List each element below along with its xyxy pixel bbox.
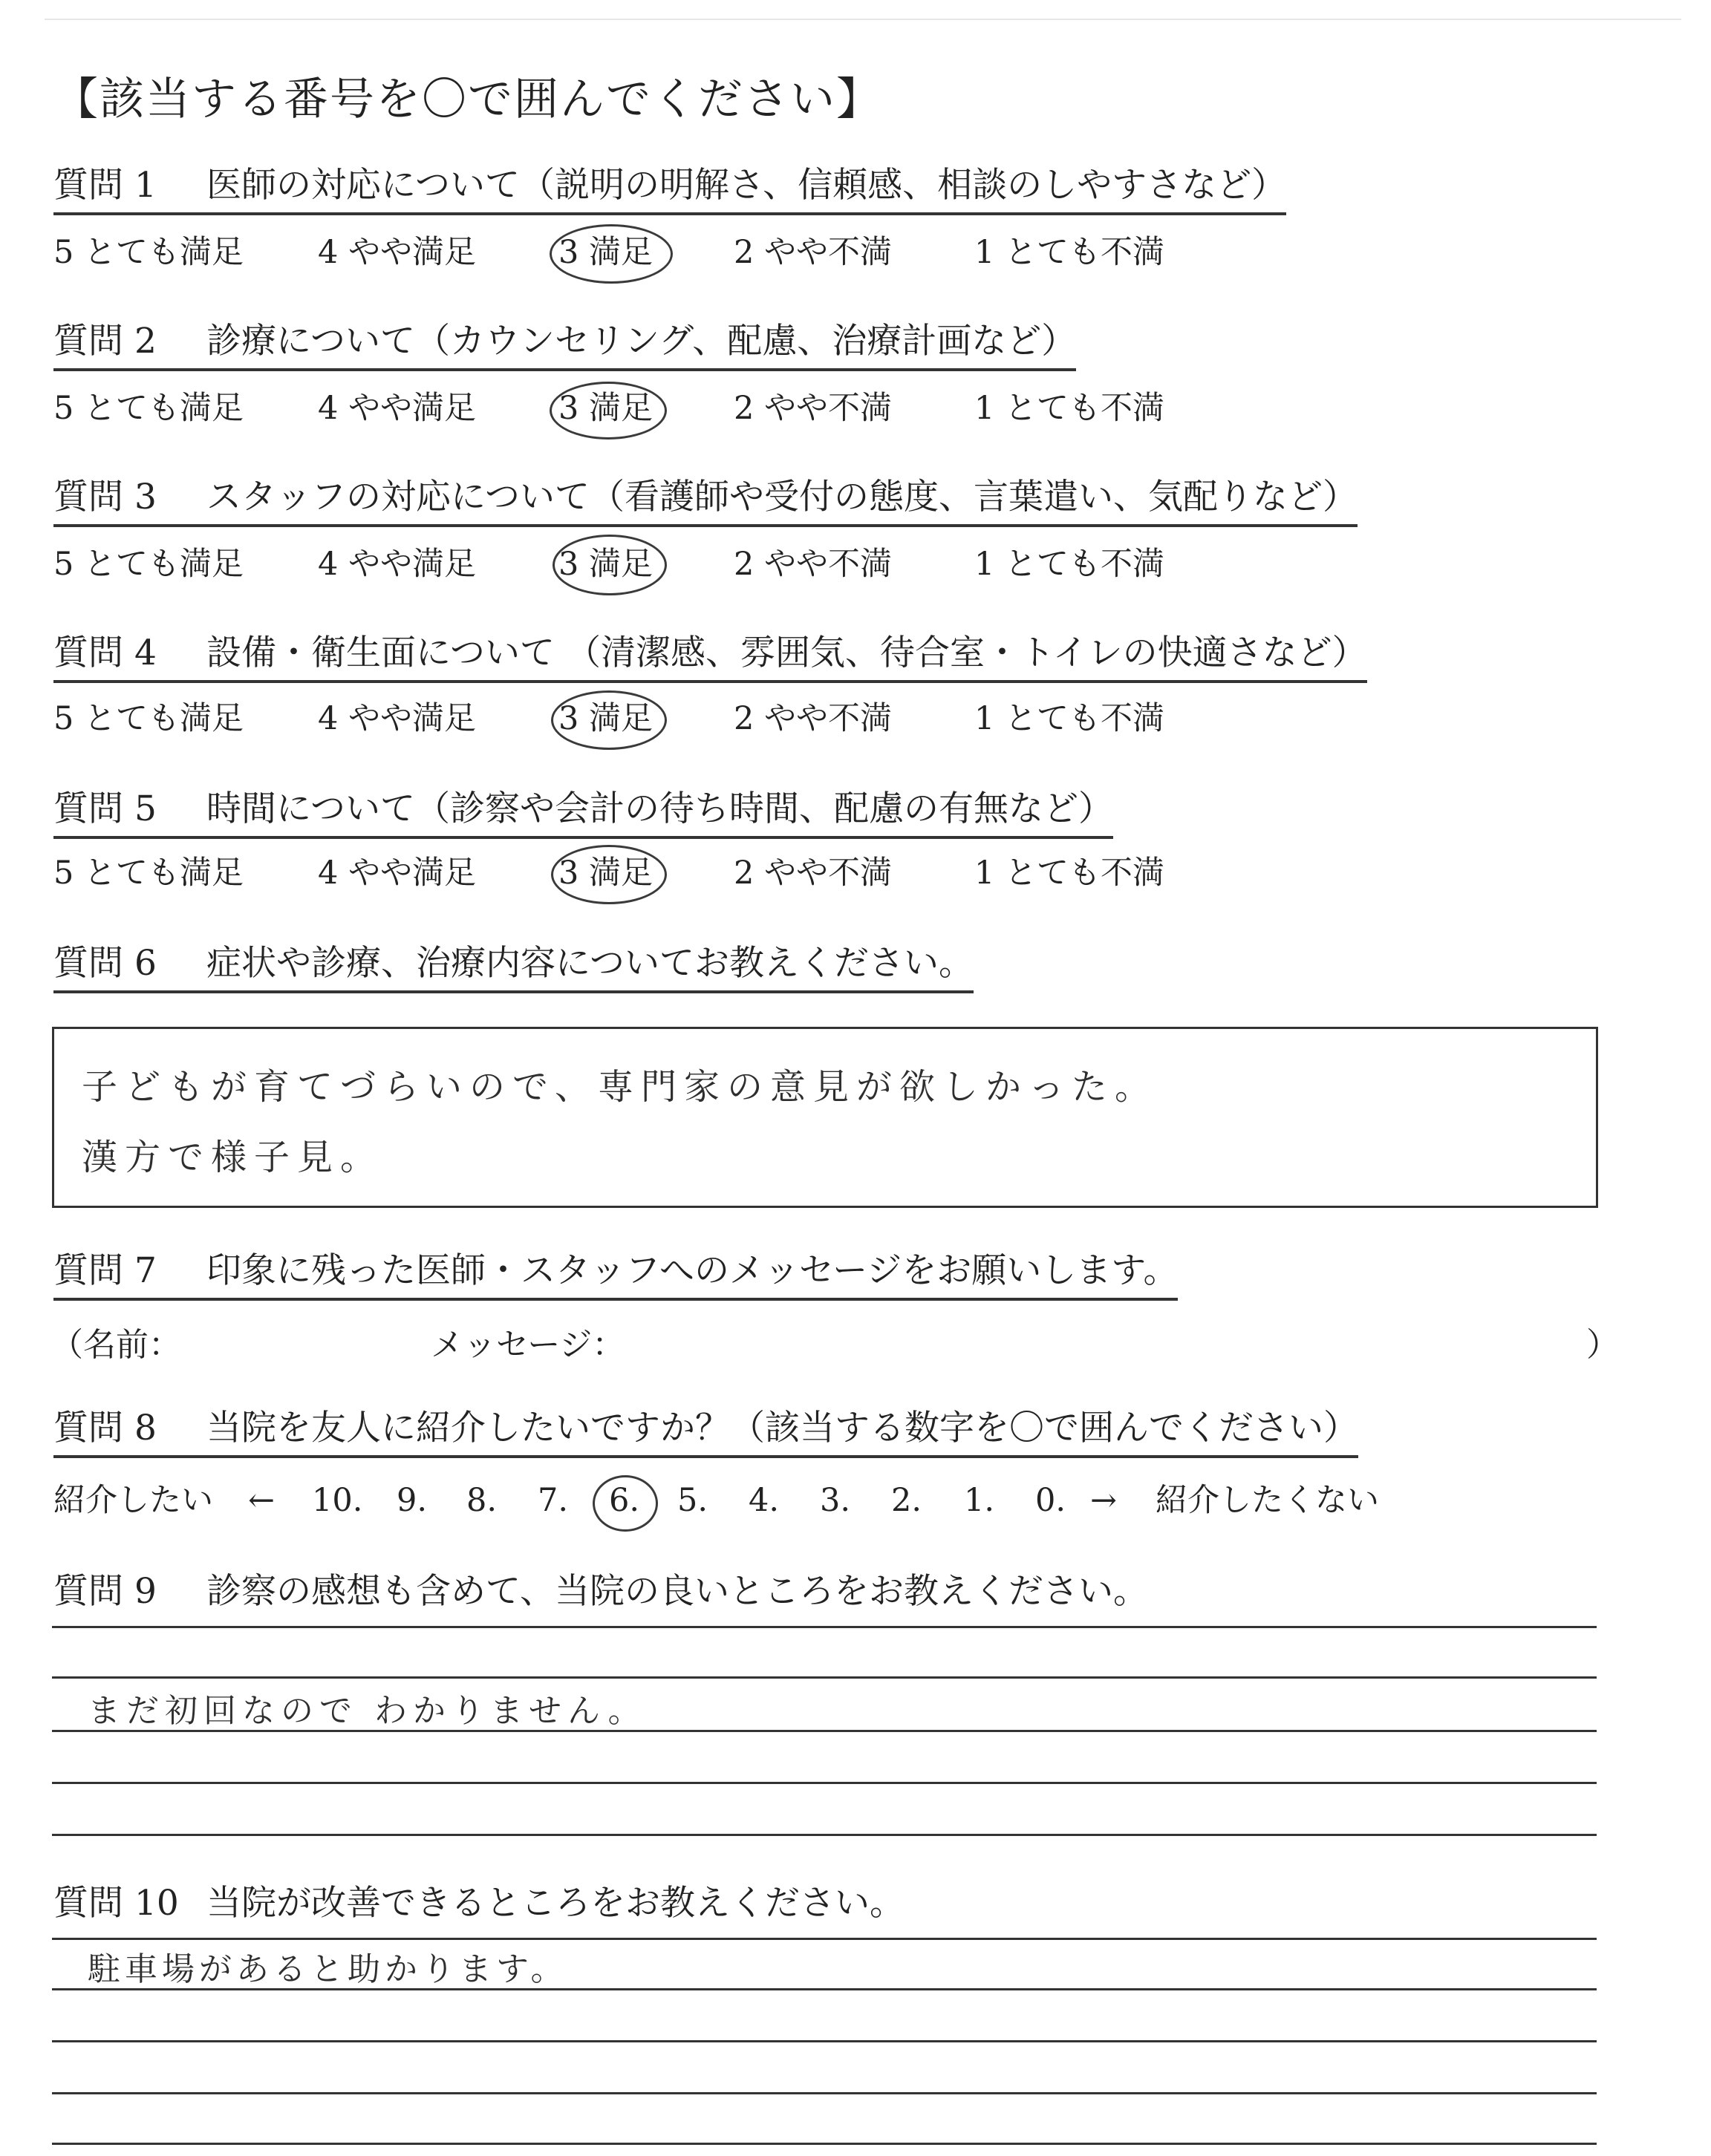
scale-option-2[interactable]: 2.	[891, 1482, 922, 1519]
option-3[interactable]: 3 満足	[558, 700, 654, 737]
scale-left-label: 紹介したい	[53, 1482, 213, 1519]
option-4[interactable]: 4 やや満足	[318, 855, 477, 892]
handwritten-answer-line-1: 子どもが育てづらいので、専門家の意見が欲しかった。	[82, 1066, 1158, 1108]
question-2-title	[53, 318, 1076, 371]
answer-line	[52, 1730, 1597, 1732]
scale-option-8[interactable]: 8.	[466, 1482, 498, 1519]
scale-option-0[interactable]: 0.	[1035, 1482, 1066, 1519]
left-arrow-icon: ←	[248, 1482, 276, 1519]
option-4[interactable]: 4 やや満足	[318, 234, 477, 271]
option-1[interactable]: 1 とても不満	[974, 700, 1165, 737]
question-number: 質問 5	[53, 788, 157, 829]
question-text: 設備・衛生面について （清潔感、雰囲気、待合室・トイレの快適さなど）	[206, 633, 1367, 673]
question-10-title	[53, 1880, 905, 1930]
option-3[interactable]: 3 満足	[558, 390, 654, 427]
option-4[interactable]: 4 やや満足	[318, 390, 477, 427]
answer-line	[52, 1938, 1597, 1940]
option-3[interactable]: 3 満足	[558, 234, 654, 271]
question-text: 診察の感想も含めて、当院の良いところをお教えください。	[206, 1571, 1149, 1612]
selection-circle	[551, 690, 667, 750]
handwritten-answer-line-2: 漢方で様子見。	[82, 1137, 384, 1178]
question-number: 質問 8	[53, 1408, 157, 1448]
question-6-title	[53, 940, 974, 993]
scale-option-9[interactable]: 9.	[397, 1482, 428, 1519]
answer-line	[52, 2040, 1597, 2042]
option-1[interactable]: 1 とても不満	[974, 390, 1165, 427]
option-1[interactable]: 1 とても不満	[974, 546, 1165, 583]
option-2[interactable]: 2 やや不満	[734, 390, 893, 427]
answer-line	[52, 1988, 1597, 1990]
question-text: 当院を友人に紹介したいですか？（該当する数字を〇で囲んでください）	[206, 1408, 1358, 1448]
scale-option-10[interactable]: 10.	[312, 1482, 363, 1519]
question-text: 時間について（診察や会計の待ち時間、配慮の有無など）	[206, 788, 1114, 829]
option-4[interactable]: 4 やや満足	[318, 700, 477, 737]
option-1[interactable]: 1 とても不満	[974, 234, 1165, 271]
question-9-title	[53, 1568, 1148, 1618]
question-3-options	[53, 542, 1182, 587]
q7-close-paren: ）	[1586, 1326, 1619, 1364]
option-2[interactable]: 2 やや不満	[734, 546, 893, 583]
question-4-options	[53, 696, 1182, 741]
question-number: 質問 2	[53, 321, 157, 362]
option-5[interactable]: 5 とても満足	[53, 546, 244, 583]
question-number: 質問 7	[53, 1250, 157, 1291]
question-2-options	[53, 386, 1182, 431]
option-4[interactable]: 4 やや満足	[318, 546, 477, 583]
selection-circle	[551, 845, 667, 904]
scale-option-4[interactable]: 4.	[749, 1482, 780, 1519]
scale-option-6[interactable]: 6.	[609, 1482, 640, 1519]
form-header: 【該当する番号を〇で囲んでください】	[53, 74, 882, 125]
question-1-title	[53, 162, 1286, 215]
right-arrow-icon: →	[1090, 1482, 1118, 1519]
question-8-title	[53, 1405, 1358, 1458]
scale-option-3[interactable]: 3.	[820, 1482, 851, 1519]
scale-option-7[interactable]: 7.	[538, 1482, 569, 1519]
answer-line	[52, 1834, 1597, 1836]
question-text: 当院が改善できるところをお教えください。	[206, 1883, 905, 1924]
selection-circle	[553, 535, 667, 595]
scale-right-label: 紹介したくない	[1156, 1482, 1379, 1519]
question-7-title	[53, 1247, 1178, 1301]
option-5[interactable]: 5 とても満足	[53, 855, 244, 892]
question-4-title	[53, 630, 1367, 683]
answer-box-q6[interactable]	[52, 1027, 1598, 1208]
recommend-scale	[53, 1474, 1539, 1527]
question-number: 質問 6	[53, 943, 157, 984]
option-2[interactable]: 2 やや不満	[734, 234, 893, 271]
handwritten-answer-q10: 駐車場があると助かります。	[88, 1950, 568, 1988]
option-3[interactable]: 3 満足	[558, 855, 654, 892]
question-text: 診療について（カウンセリング、配慮、治療計画など）	[206, 321, 1077, 362]
question-number: 質問 10	[53, 1883, 179, 1924]
question-3-title	[53, 474, 1358, 527]
question-text: スタッフの対応について（看護師や受付の態度、言葉遣い、気配りなど）	[206, 477, 1358, 517]
question-text: 医師の対応について（説明の明解さ、信頼感、相談のしやすさなど）	[206, 165, 1287, 206]
question-number: 質問 9	[53, 1571, 157, 1612]
question-1-options	[53, 230, 1182, 275]
scale-option-5[interactable]: 5.	[677, 1482, 708, 1519]
answer-line	[52, 1626, 1597, 1628]
answer-line	[52, 1782, 1597, 1784]
question-number: 質問 4	[53, 633, 157, 673]
option-5[interactable]: 5 とても満足	[53, 390, 244, 427]
question-number: 質問 1	[53, 165, 157, 206]
handwritten-answer-q9: まだ初回なので わかりません。	[88, 1692, 647, 1730]
answer-line	[52, 2092, 1597, 2094]
option-1[interactable]: 1 とても不満	[974, 855, 1165, 892]
question-text: 症状や診療、治療内容についてお教えください。	[206, 943, 974, 984]
selection-circle	[550, 382, 667, 440]
answer-line	[52, 1676, 1597, 1679]
message-field-label: メッセージ：	[431, 1326, 625, 1364]
question-number: 質問 3	[53, 477, 157, 517]
question-text: 印象に残った医師・スタッフへのメッセージをお願いします。	[206, 1250, 1179, 1291]
answer-line	[52, 2143, 1597, 2145]
option-5[interactable]: 5 とても満足	[53, 700, 244, 737]
option-2[interactable]: 2 やや不満	[734, 700, 893, 737]
question-5-options	[53, 851, 1182, 895]
selection-circle	[593, 1475, 658, 1532]
option-3[interactable]: 3 満足	[558, 546, 654, 583]
option-5[interactable]: 5 とても満足	[53, 234, 244, 271]
question-5-title	[53, 785, 1113, 839]
name-field-label: （名前：	[50, 1326, 181, 1364]
page-top-edge	[45, 19, 1681, 20]
scale-option-1[interactable]: 1.	[964, 1482, 995, 1519]
option-2[interactable]: 2 やや不満	[734, 855, 893, 892]
selection-circle	[550, 224, 673, 284]
